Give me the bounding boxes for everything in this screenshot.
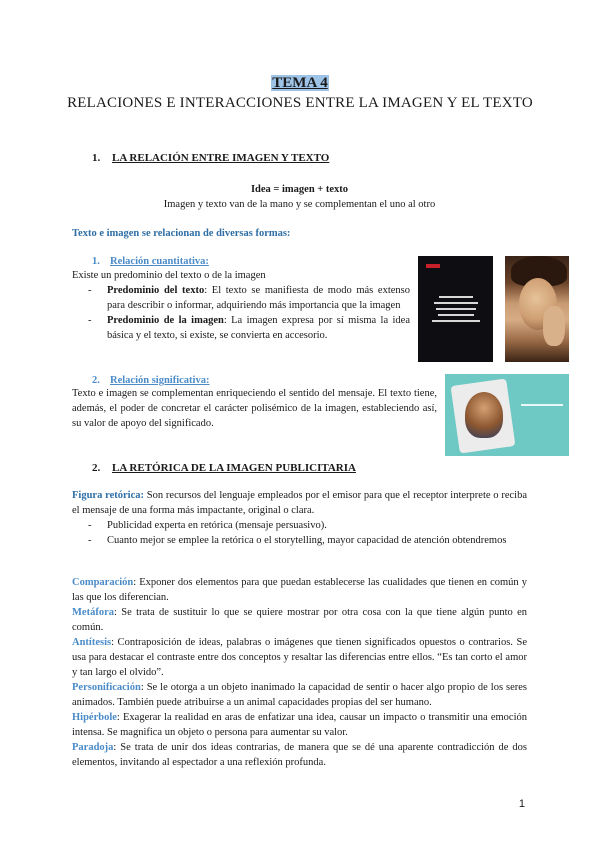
page-number: 1 (518, 798, 525, 810)
renaissance-portrait-image (505, 256, 569, 362)
section1-number: 1. (92, 152, 101, 164)
ad-figure (465, 392, 503, 438)
dark-poster-image (418, 256, 493, 362)
figure-term: Hipérbole (72, 712, 117, 723)
figure-term: Metáfora (72, 607, 114, 618)
list-item (72, 533, 527, 548)
bullet-text (107, 283, 410, 313)
document-title: RELACIONES E INTERACCIONES ENTRE LA IMAGEN Y EL TEXTO (67, 95, 533, 111)
list-item (72, 283, 410, 313)
bullet-text (107, 313, 410, 343)
figure-comparacion (72, 575, 527, 605)
list-item (72, 518, 527, 533)
bullet-desc: : La imagen expresa por sí misma la idea básica y el texto, si existe, se convierta en accesorio. (107, 315, 411, 341)
bullet-dash: - (88, 535, 92, 546)
figure-text: : Exponer dos elementos para que puedan establecerse las cualidades que tienen en común y las que los diferencian. (72, 577, 527, 603)
figure-text: : Se trata de sustituir lo que se quiere mostrar por otra cosa con la que tiene algún punto en común. (72, 607, 527, 633)
idea-formula-description: Imagen y texto van de la mano y se complementan el uno al otro (163, 199, 436, 210)
tema-label: TEMA 4 (272, 75, 328, 91)
section1-heading (92, 152, 329, 164)
figures-list (72, 575, 527, 770)
figure-text: : Exagerar la realidad en aras de enfatizar una idea, causar un impacto o transmitir una emoción intensa. Se magnifica un objeto o persona para aumentar su valor. (72, 712, 527, 738)
figure-text: : Se trata de unir dos ideas contrarias, de manera que se dé una aparente contradicción de dos elementos, invitando al espectador a una reflexión profunda. (72, 742, 527, 768)
figure-text: : Se le otorga a un objeto inanimado la capacidad de sentir o hacer algo propio de los seres animados. También puede atribuirse a un animal capacidades propias del ser humano. (72, 682, 527, 708)
section1-title: LA RELACIÓN ENTRE IMAGEN Y TEXTO (112, 152, 330, 164)
sub1-number: 1. (92, 256, 100, 267)
tema-heading (0, 74, 600, 92)
poster-text-lines (430, 296, 482, 326)
figure-term: Comparación (72, 577, 134, 588)
figure-antitesis (72, 635, 527, 680)
bullet-desc: : El texto se manifiesta de modo más extenso para describir o informar, adquiriendo más importancia que la imagen (107, 285, 410, 311)
figure-term: Paradoja (72, 742, 114, 753)
figure-hiperbole (72, 710, 527, 740)
section2-bullet-list (72, 518, 527, 548)
sub2-number: 2. (92, 375, 100, 386)
figura-retorica-paragraph (72, 488, 527, 518)
sub1-bullet-list (72, 283, 410, 343)
figure-personificacion (72, 680, 527, 710)
bullet-dash: - (88, 285, 92, 296)
figura-retorica-term: Figura retórica: (72, 490, 144, 501)
bullet-text: Cuanto mejor se emplee la retórica o el storytelling, mayor capacidad de atención obtendremos (107, 535, 507, 546)
section2-title: LA RETÓRICA DE LA IMAGEN PUBLICITARIA (112, 462, 356, 474)
ad-strip (521, 404, 563, 406)
bullet-dash: - (88, 520, 92, 531)
figure-term: Personificación (72, 682, 141, 693)
sub1-title: Relación cuantitativa: (110, 256, 209, 267)
relation-intro: Texto e imagen se relacionan de diversas formas: (72, 228, 291, 239)
figura-retorica-text: Son recursos del lenguaje empleados por el emisor para que el receptor interprete o reciba el mensaje de una forma más impactante, original o clara. (72, 490, 528, 516)
sub1-intro-line: Existe un predominio del texto o de la imagen (72, 270, 266, 281)
list-item (72, 313, 410, 343)
figure-term: Antítesis (72, 637, 112, 648)
figure-paradoja (72, 740, 527, 770)
sub1-heading (92, 254, 209, 269)
section2-number: 2. (92, 462, 101, 474)
poster-logo (426, 264, 440, 268)
sub2-title: Relación significativa: (110, 375, 210, 386)
bullet-text: Publicidad experta en retórica (mensaje persuasivo). (107, 520, 327, 531)
sub2-paragraph: Texto e imagen se complementan enriqueciendo el sentido del mensaje. El texto tiene, además, el poder de concretar el carácter polisémico de la imagen, estableciendo así, su valor de apoyo del significado. (72, 388, 437, 429)
portrait-hand (543, 306, 565, 346)
idea-formula: Idea = imagen + texto (250, 184, 349, 195)
bullet-dash: - (88, 315, 92, 326)
kleenex-ad-image (445, 374, 569, 456)
figure-text: : Contraposición de ideas, palabras o imágenes que tienen significados opuestos o contrarios. Se usa para destacar el contraste entre dos conceptos y resaltar las diferencias entre ellos. “Es tan corto el amor y tan largo el olvido”. (72, 637, 527, 678)
section2-heading (92, 462, 356, 474)
bullet-term: Predominio del texto (107, 285, 205, 296)
figure-metafora (72, 605, 527, 635)
bullet-term: Predominio de la imagen (107, 315, 224, 326)
